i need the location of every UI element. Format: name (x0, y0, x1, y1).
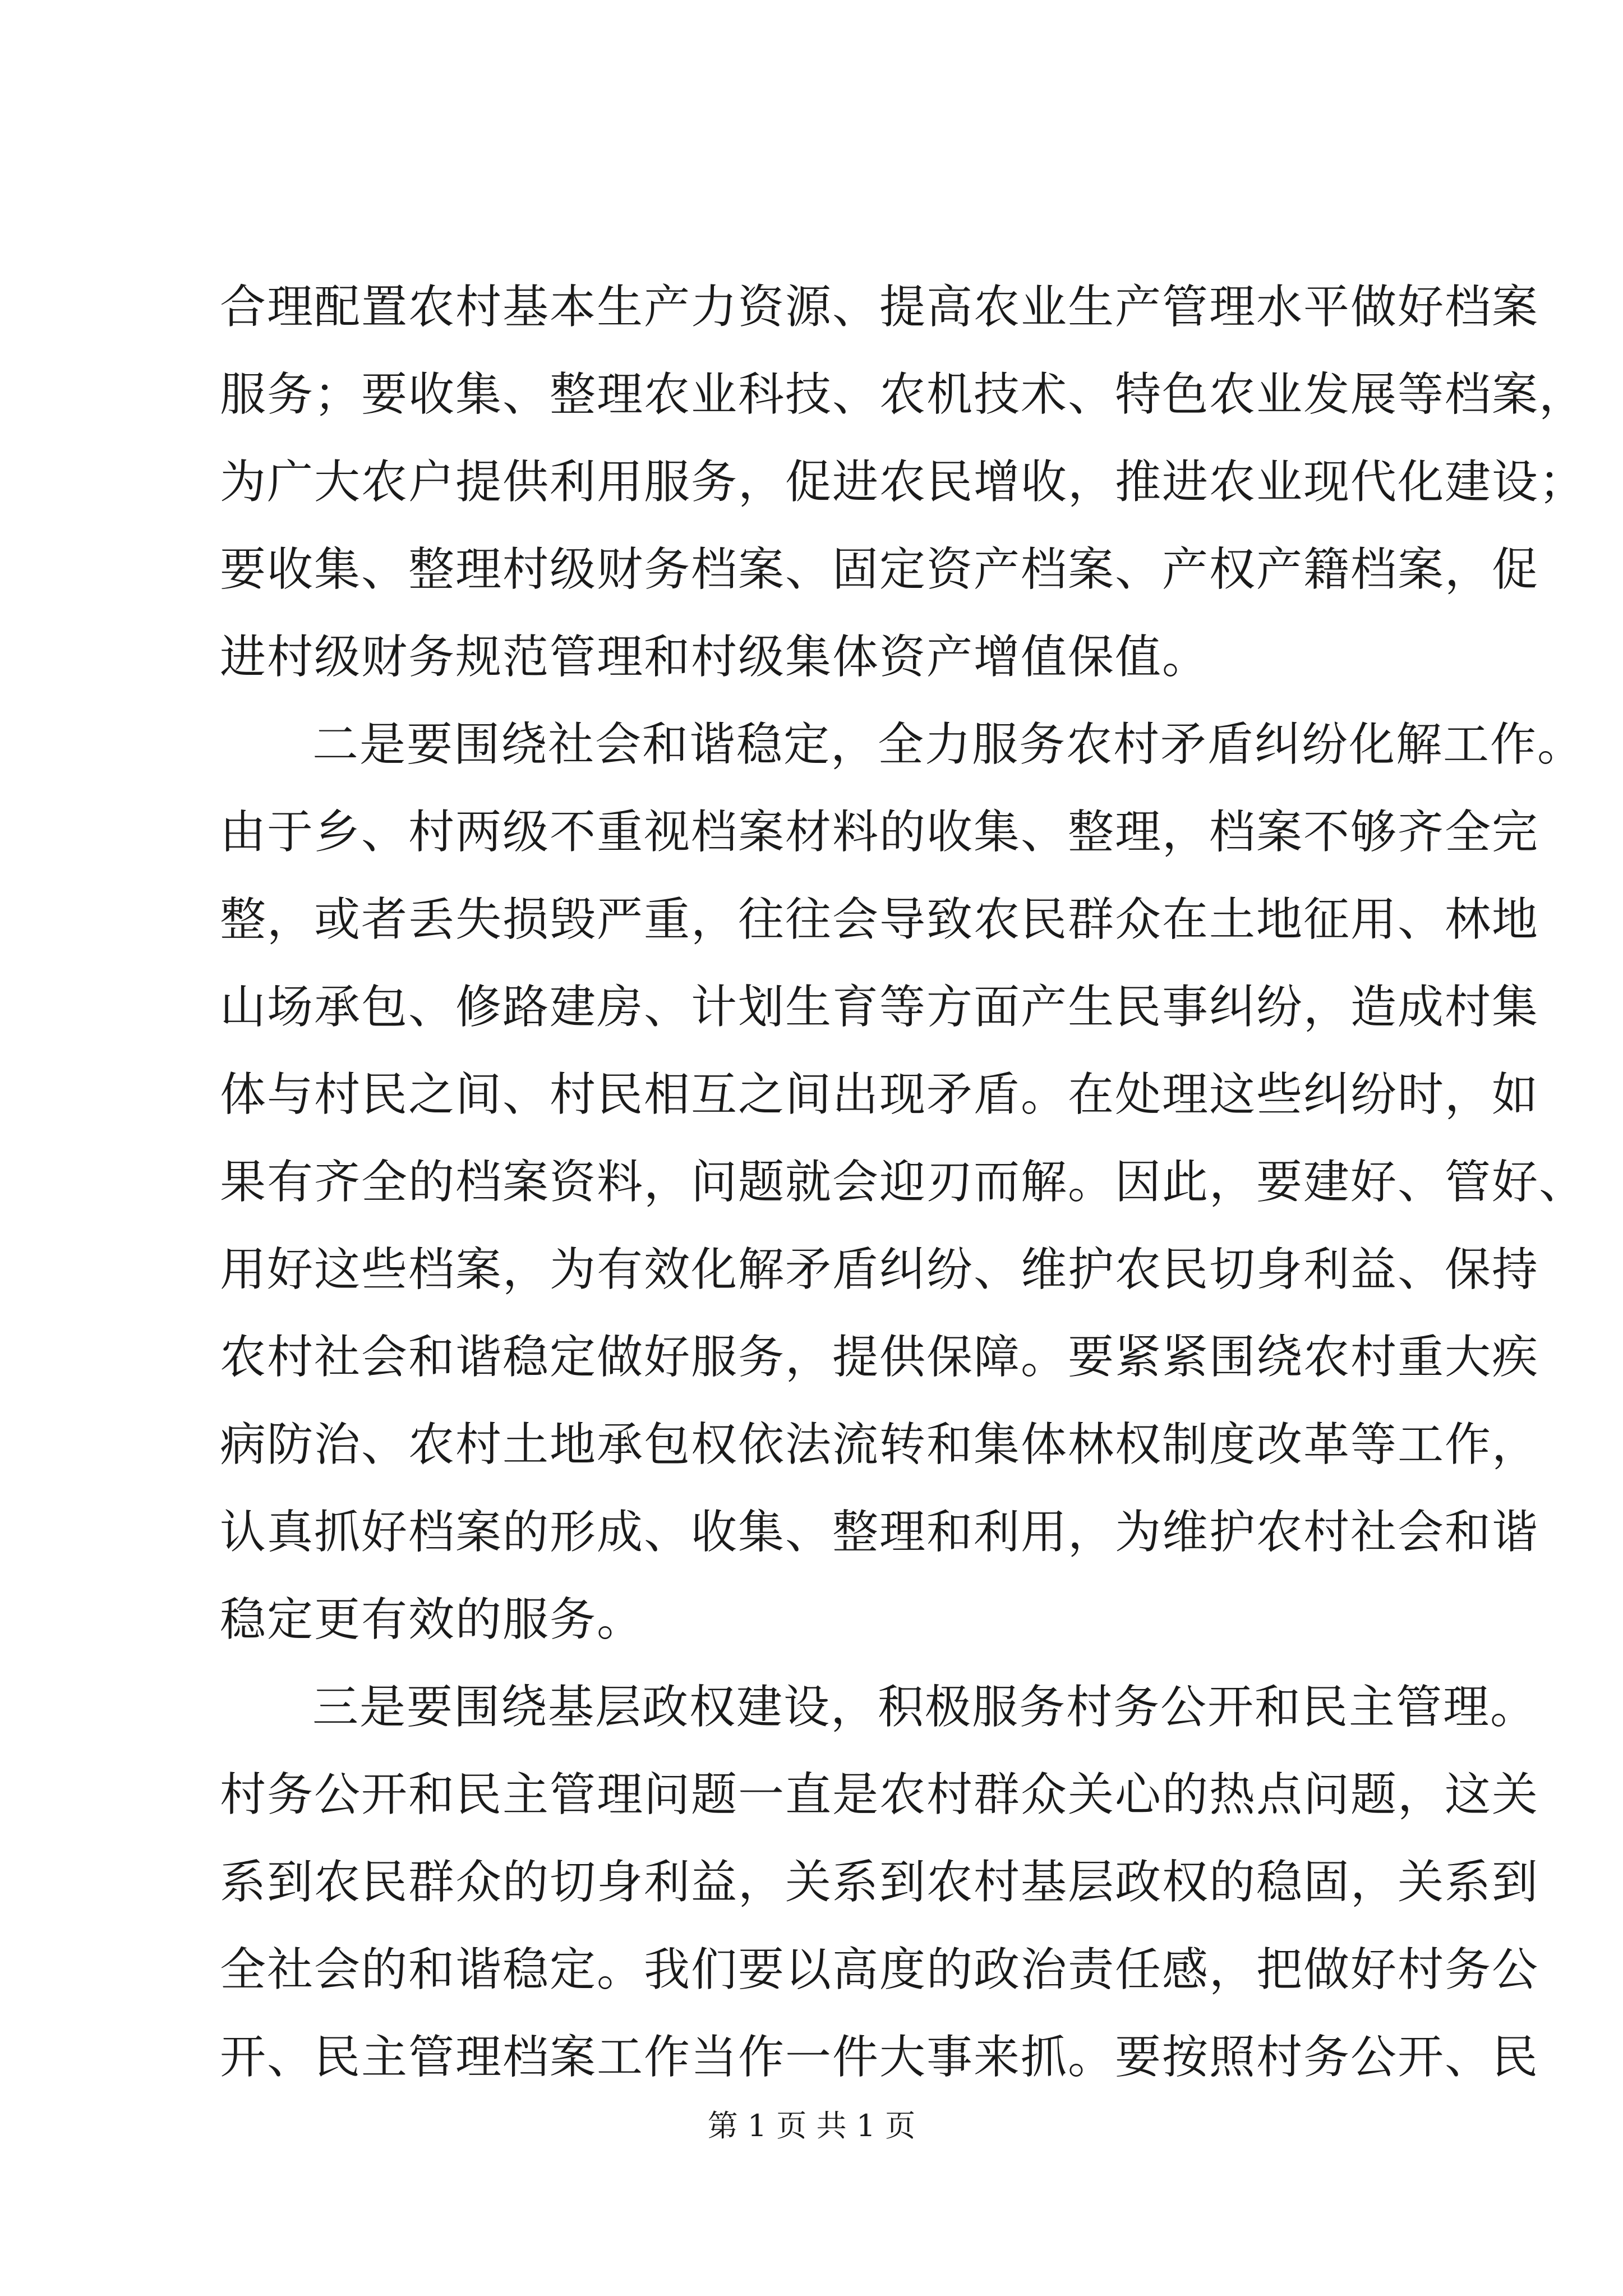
document-body (220, 264, 1587, 2101)
text-line: 认真抓好档案的形成、收集、整理和利用，为维护农村社会和谐 (220, 1506, 1539, 1559)
text-line: 用好这些档案，为有效化解矛盾纠纷、维护农民切身利益、保持 (220, 1243, 1539, 1296)
text-line: 服务；要收集、整理农业科技、农机技术、特色农业发展等档案， (220, 368, 1587, 421)
page-number-label: 第 1 页 共 1 页 (707, 2108, 916, 2143)
text-line: 村务公开和民主管理问题一直是农村群众关心的热点问题，这关 (220, 1768, 1539, 1821)
text-line: 开、民主管理档案工作当作一件大事来抓。要按照村务公开、民 (220, 2031, 1539, 2084)
text-line: 合理配置农村基本生产力资源、提高农业生产管理水平做好档案 (220, 280, 1539, 334)
text-line: 体与村民之间、村民相互之间出现矛盾。在处理这些纠纷时，如 (220, 1068, 1539, 1121)
paragraph-start-line: 二是要围绕社会和谐稳定，全力服务农村矛盾纠纷化解工作。 (312, 718, 1585, 771)
text-line: 山场承包、修路建房、计划生育等方面产生民事纠纷，造成村集 (220, 981, 1539, 1034)
text-line: 为广大农户提供利用服务，促进农民增收，推进农业现代化建设； (220, 455, 1587, 509)
text-line: 农村社会和谐稳定做好服务，提供保障。要紧紧围绕农村重大疾 (220, 1331, 1539, 1384)
text-line: 由于乡、村两级不重视档案材料的收集、整理，档案不够齐全完 (220, 806, 1539, 859)
paragraph-start-line: 三是要围绕基层政权建设，积极服务村务公开和民主管理。 (312, 1681, 1538, 1734)
text-line: 全社会的和谐稳定。我们要以高度的政治责任感，把做好村务公 (220, 1943, 1539, 1996)
text-line: 系到农民群众的切身利益，关系到农村基层政权的稳固，关系到 (220, 1856, 1539, 1909)
text-line: 要收集、整理村级财务档案、固定资产档案、产权产籍档案，促 (220, 543, 1539, 596)
text-line: 进村级财务规范管理和村级集体资产增值保值。 (220, 631, 1210, 684)
text-line: 稳定更有效的服务。 (220, 1593, 644, 1646)
text-line: 果有齐全的档案资料，问题就会迎刃而解。因此，要建好、管好、 (220, 1156, 1587, 1209)
text-line: 整，或者丢失损毁严重，往往会导致农民群众在土地征用、林地 (220, 893, 1539, 946)
page-footer (0, 2106, 1623, 2146)
text-line: 病防治、农村土地承包权依法流转和集体林权制度改革等工作， (220, 1418, 1539, 1471)
